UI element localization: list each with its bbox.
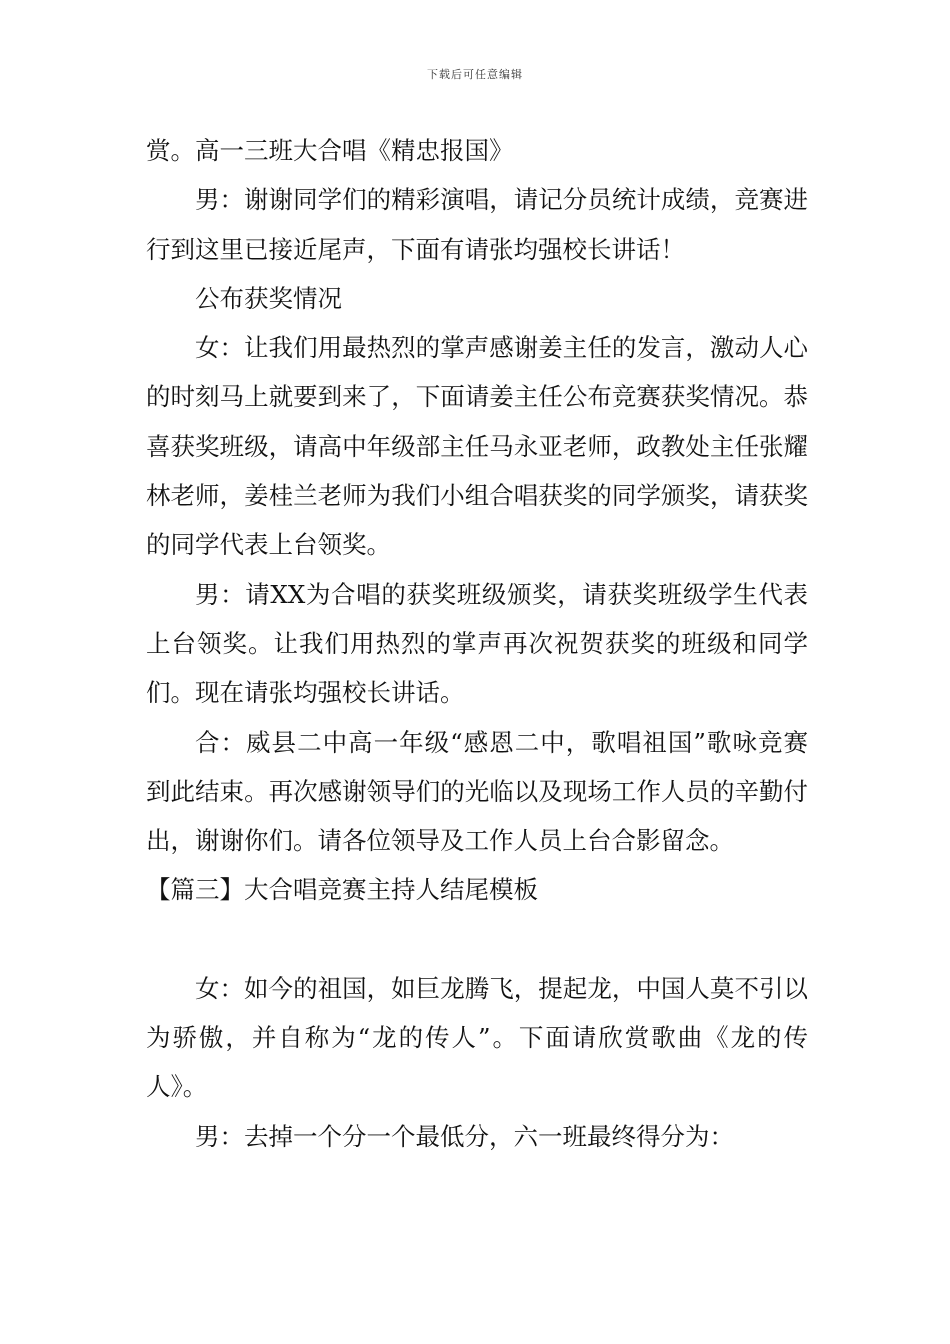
document-body (146, 126, 808, 1161)
paragraph-male-host-3: 男：去掉一个分一个最低分，六一班最终得分为： (195, 1121, 734, 1151)
paragraph-continuation: 赏。高一三班大合唱《精忠报国》 (146, 136, 514, 165)
paragraph-female-host-2: 女：如今的祖国，如巨龙腾飞，提起龙，中国人莫不引以为骄傲，并自称为“龙的传人”。下面请欣赏歌曲《龙的传人》。 (146, 973, 808, 1102)
blank-line (146, 915, 808, 964)
paragraph-award-announcement: 公布获奖情况 (195, 283, 342, 313)
page-header-note: 下载后可任意编辑 (427, 68, 523, 81)
paragraph-together: 合：威县二中高一年级“感恩二中，歌唱祖国”歌咏竞赛到此结束。再次感谢领导们的光临以及现场工作人员的辛勤付出，谢谢你们。请各位领导及工作人员上台合影留念。 (146, 727, 808, 856)
paragraph-female-host-1: 女：让我们用最热烈的掌声感谢姜主任的发言，激动人心的时刻马上就要到来了，下面请姜主任公布竞赛获奖情况。恭喜获奖班级，请高中年级部主任马永亚老师，政教处主任张耀林老师，姜桂兰老师为我们小组合唱获奖的同学颁奖，请获奖的同学代表上台领奖。 (146, 333, 808, 560)
section-heading: 【篇三】大合唱竞赛主持人结尾模板 (146, 875, 538, 905)
paragraph-male-host-1: 男：谢谢同学们的精彩演唱，请记分员统计成绩，竞赛进行到这里已接近尾声，下面有请张均强校长讲话！ (146, 185, 808, 264)
paragraph-male-host-2: 男：请XX为合唱的获奖班级颁奖，请获奖班级学生代表上台领奖。让我们用热烈的掌声再次祝贺获奖的班级和同学们。现在请张均强校长讲话。 (146, 579, 808, 708)
